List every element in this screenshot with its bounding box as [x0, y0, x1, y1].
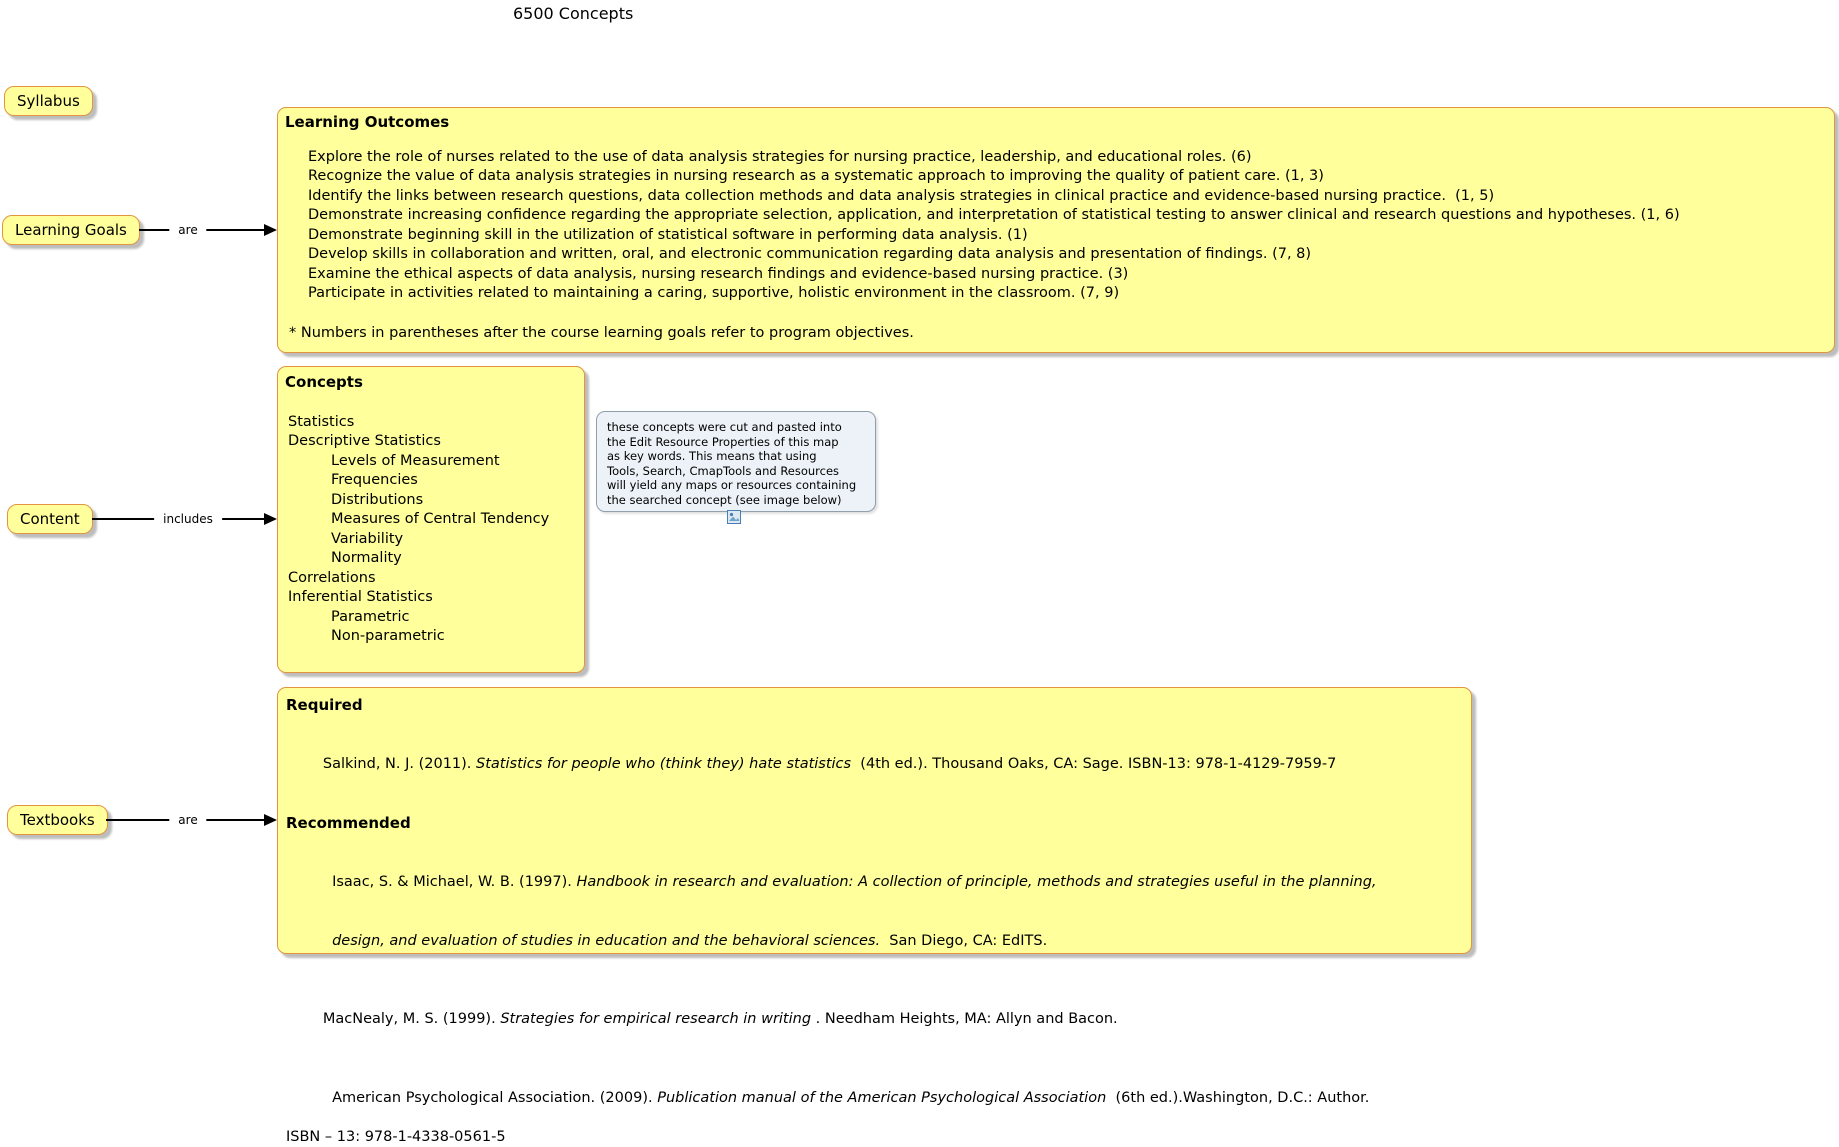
outcome-item: Demonstrate beginning skill in the utilization of statistical software in performing data analysis. (1): [308, 226, 1834, 246]
node-textbooks[interactable]: Textbooks: [7, 805, 108, 835]
concept-item: Correlations: [278, 569, 584, 589]
outcome-item: Identify the links between research questions, data collection methods and data analysis strategies in clinical practice and evidence-based nursing practice. (1, 5): [308, 187, 1834, 207]
citation-apa: [286, 1069, 1471, 1147]
citation-isaac: [286, 854, 1471, 971]
citation-title-italic: Strategies for empirical research in writing: [500, 1011, 811, 1027]
citation-text: . Needham Heights, MA: Allyn and Bacon.: [811, 1011, 1118, 1027]
node-syllabus[interactable]: Syllabus: [4, 86, 93, 116]
annotation-line: Tools, Search, CmapTools and Resources: [607, 464, 875, 479]
citation-isbn: ISBN – 13: 978-1-4338-0561-5: [286, 1128, 1471, 1147]
concept-item: Parametric: [278, 608, 584, 628]
citation-macnealy: [286, 991, 1471, 1050]
citation-salkind: [286, 736, 1471, 795]
outcome-item: Develop skills in collaboration and written, oral, and electronic communication regarding data analysis and presentation of findings. (7, 8): [308, 245, 1834, 265]
link-label-includes[interactable]: includes: [154, 512, 222, 526]
outcomes-footnote: * Numbers in parentheses after the course learning goals refer to program objectives.: [278, 324, 1834, 344]
annotation-note[interactable]: [596, 411, 876, 512]
link-label-are[interactable]: are: [169, 223, 206, 237]
link-content-concepts: [92, 513, 277, 525]
annotation-line: these concepts were cut and pasted into: [607, 420, 875, 435]
concept-item: Descriptive Statistics: [278, 432, 584, 452]
concepts-title: Concepts: [278, 367, 584, 393]
annotation-line: the searched concept (see image below): [607, 493, 875, 508]
concept-item: Distributions: [278, 491, 584, 511]
node-content[interactable]: Content: [7, 504, 93, 534]
box-concepts[interactable]: [277, 366, 585, 673]
link-label-are[interactable]: are: [169, 813, 206, 827]
citation-text: San Diego, CA: EdITS.: [880, 933, 1047, 949]
learning-outcomes-list: [278, 148, 1834, 304]
concept-item: Measures of Central Tendency: [278, 510, 584, 530]
outcome-item: Recognize the value of data analysis strategies in nursing research as a systematic approach to improving the quality of patient care. (1, 3): [308, 167, 1834, 187]
required-heading: Required: [286, 696, 1471, 716]
citation-text: MacNealy, M. S. (1999).: [323, 1011, 500, 1027]
citation-title-italic: design, and evaluation of studies in education and the behavioral sciences.: [332, 933, 880, 949]
box-textbooks[interactable]: [277, 687, 1472, 954]
concept-item: Levels of Measurement: [278, 452, 584, 472]
concept-item: Statistics: [278, 413, 584, 433]
citation-title-italic: Publication manual of the American Psychological Association: [657, 1090, 1106, 1106]
image-resource-icon[interactable]: [727, 509, 741, 523]
outcome-item: Demonstrate increasing confidence regarding the appropriate selection, application, and interpretation of statistical testing to answer clinical and research questions and hypotheses. (1, 6): [308, 206, 1834, 226]
arrowhead-icon: [264, 814, 277, 826]
concept-item: Variability: [278, 530, 584, 550]
concept-item: Inferential Statistics: [278, 588, 584, 608]
citation-text: Salkind, N. J. (2011).: [323, 756, 476, 772]
map-title: 6500 Concepts: [513, 4, 633, 23]
citation-text: American Psychological Association. (2009).: [332, 1090, 657, 1106]
outcome-item: Examine the ethical aspects of data analysis, nursing research findings and evidence-based nursing practice. (3): [308, 265, 1834, 285]
annotation-line: will yield any maps or resources containing: [607, 478, 875, 493]
learning-outcomes-title: Learning Outcomes: [278, 108, 1834, 133]
link-learning-goals-outcomes: [139, 224, 277, 236]
concepts-list: [278, 413, 584, 647]
citation-text: (4th ed.). Thousand Oaks, CA: Sage. ISBN-13: 978-1-4129-7959-7: [851, 756, 1336, 772]
recommended-heading: Recommended: [286, 814, 1471, 834]
outcome-item: Explore the role of nurses related to the use of data analysis strategies for nursing practice, leadership, and educational roles. (6): [308, 148, 1834, 168]
outcome-item: Participate in activities related to maintaining a caring, supportive, holistic environment in the classroom. (7, 9): [308, 284, 1834, 304]
citation-title-italic: Handbook in research and evaluation: A collection of principle, methods and strategies useful in the planning,: [576, 874, 1376, 890]
annotation-line: as key words. This means that using: [607, 449, 875, 464]
node-learning-goals[interactable]: Learning Goals: [2, 215, 140, 245]
concept-item: Frequencies: [278, 471, 584, 491]
citation-text: (6th ed.).Washington, D.C.: Author.: [1106, 1090, 1369, 1106]
citation-title-italic: Statistics for people who (think they) hate statistics: [476, 756, 851, 772]
annotation-line: the Edit Resource Properties of this map: [607, 435, 875, 450]
citation-text: Isaac, S. & Michael, W. B. (1997).: [332, 874, 576, 890]
arrowhead-icon: [264, 513, 277, 525]
arrowhead-icon: [264, 224, 277, 236]
concept-item: Non-parametric: [278, 627, 584, 647]
link-textbooks-box: [106, 814, 277, 826]
box-learning-outcomes[interactable]: [277, 107, 1835, 353]
concept-item: Normality: [278, 549, 584, 569]
